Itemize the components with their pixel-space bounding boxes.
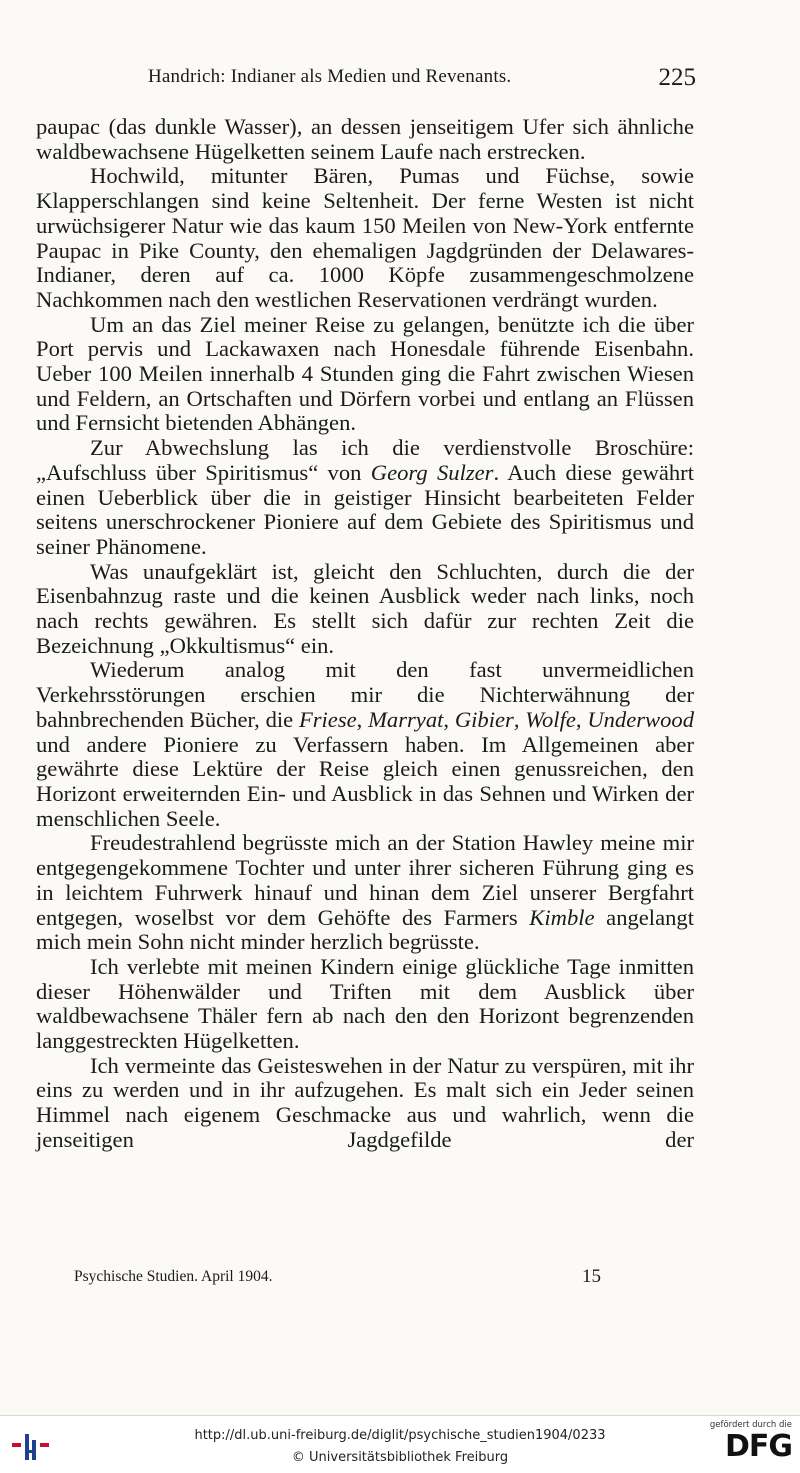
paragraph: Hochwild, mitunter Bären, Pumas und Füchse, sowie Klapperschlangen sind keine Seltenheit. Der ferne Westen ist nicht urwüchsigerer Natur wie das kaum 150 Meilen von New-York entfernte Paupac in Pike County, den ehemaligen Jagdgründen der Delawares-Indianer, deren auf ca. 1000 Köpfe zusammengeschmolzene Nachkommen nach den westlichen Reservationen verdrängt wurden.	[36, 163, 694, 312]
person-name: Kimble	[529, 904, 595, 930]
paragraph-continued: paupac (das dunkle Wasser), an dessen jenseitigem Ufer sich ähnliche waldbewachsene Hügelketten seinem Laufe nach erstrecken.	[36, 114, 694, 164]
paragraph-text: . Auch diese gewährt einen Ueberblick über die in geistiger Hinsicht bearbeiteten Felder seitens unerschrockener Pioniere auf dem Gebiete des Spiritismus und seiner Phänomene.	[36, 459, 694, 559]
paragraph: Wiederum analog mit den fast unvermeidlichen Verkehrsstörungen erschien mir die Nichterwähnung der bahnbrechenden Bücher, die Friese, Marryat, Gibier, Wolfe, Underwood und andere Pioniere zu Verfassern haben. Im Allgemeinen aber gewährte diese Lektüre der Reise gleich einen genussreichen, den Horizont erweiternden Ein- und Ausblick in das Sehnen und Wirken der menschlichen Seele.	[36, 657, 695, 831]
viewer-footer	[0, 1415, 800, 1473]
copyright-notice: © Universitätsbibliothek Freiburg	[291, 1450, 509, 1465]
body-text	[36, 115, 694, 1153]
paragraph: Ich verlebte mit meinen Kindern einige glückliche Tage inmitten dieser Höhenwälder und Triften mit dem Ausblick über waldbewachsene Thäler fern ab nach den den Horizont begrenzenden langgestreckten Hügelketten.	[36, 953, 694, 1054]
dfg-logo-icon	[706, 1420, 792, 1470]
author-name: Underwood	[587, 706, 695, 732]
funder-caption: gefördert durch die	[709, 1420, 792, 1430]
author-name: Gibier	[454, 706, 514, 732]
signature-line	[74, 1268, 604, 1290]
paragraph-text: Wiederum analog mit den fast unvermeidlichen Verkehrsstörungen erschien mir die Nichterwähnung der bahnbrechenden Bücher, die	[36, 657, 694, 732]
paragraph: Was unaufgeklärt ist, gleicht den Schluchten, durch die der Eisenbahnzug raste und die keinen Ausblick weder nach links, noch nach rechts gewähren. Es stellt sich dafür zur rechten Zeit die Bezeichnung „Okkultismus“ ein.	[36, 558, 694, 658]
paragraph	[36, 436, 694, 560]
journal-title: Psychische Studien. April 1904.	[74, 1268, 273, 1285]
paragraph-text: Freudestrahlend begrüsste mich an der Station Hawley meine mir entgegengekommene Tochter und unter ihrer sicheren Führung ging es in leichtem Fuhrwerk hinauf und hinan dem Ziel unserer Bergfahrt entgegen, woselbst vor dem Gehöfte des Farmers	[36, 830, 694, 930]
document-url-link[interactable]: http://dl.ub.uni-freiburg.de/diglit/psychische_studien1904/0233	[194, 1428, 606, 1443]
funder-logo-text: DFG	[724, 1429, 792, 1464]
running-head: Handrich: Indianer als Medien und Revenants.	[148, 66, 512, 87]
paragraph: Ich vermeinte das Geisteswehen in der Natur zu verspüren, mit ihr eins zu werden und in ihr aufzugehen. Es malt sich ein Jeder seinen Himmel nach eigenem Geschmacke aus und wahrlich, wenn die jenseitigen Jagdgefilde der	[36, 1052, 694, 1152]
paragraph-text: Zur Abwechslung las ich die verdienstvolle Broschüre: „Aufschluss über Spiritismus“ von	[36, 435, 694, 485]
paragraph	[36, 831, 694, 955]
paragraph-text: und andere Pioniere zu Verfassern haben. Im Allgemeinen aber gewährte diese Lektüre der Reise gleich einen genussreichen, den Horizont erweiternden Ein- und Ausblick in das Sehnen und Wirken der menschlichen Seele.	[36, 731, 694, 831]
paragraph-text: angelangt mich mein Sohn nicht minder herzlich begrüsste.	[36, 904, 694, 955]
page-header	[148, 64, 696, 94]
sheet-signature: 15	[582, 1266, 601, 1287]
author-name: Georg Sulzer	[370, 459, 494, 485]
author-name: Marryat	[368, 706, 444, 732]
page-number: 225	[658, 64, 696, 91]
paragraph: Um an das Ziel meiner Reise zu gelangen, benützte ich die über Port pervis und Lackawaxen nach Honesdale führende Eisenbahn. Ueber 100 Meilen innerhalb 4 Stunden ging die Fahrt zwischen Wiesen und Feldern, an Ortschaften und Dörfern vorbei und entlang an Flüssen und Fernsicht bietenden Abhängen.	[36, 311, 694, 436]
author-name: Friese	[298, 706, 357, 732]
author-name: Wolfe	[525, 706, 576, 732]
